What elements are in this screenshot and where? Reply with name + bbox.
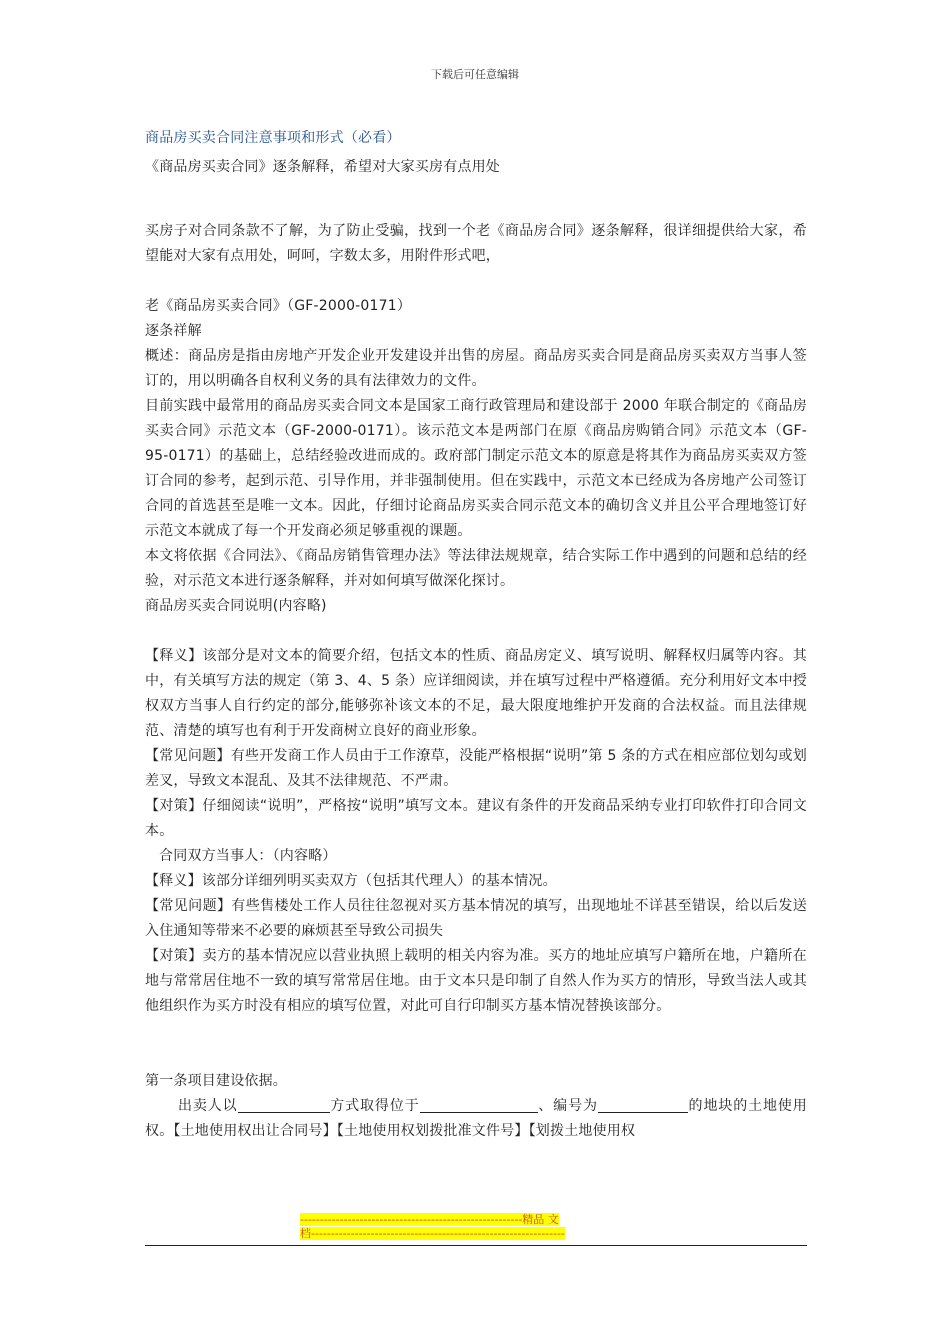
spacer [145, 619, 807, 644]
blank-field-number[interactable] [598, 1095, 688, 1113]
article1-text-part1: 出卖人以 [178, 1098, 238, 1114]
spacer [145, 194, 807, 219]
contract-title: 老《商品房买卖合同》（GF-2000-0171） [145, 298, 412, 314]
section1-meaning: 【释义】该部分是对文本的简要介绍，包括文本的性质、商品房定义、填写说明、解释权归属等内容。其中，有关填写方法的规定（第 3、4、5 条）应详细阅读，并在填写过程中严格遵循。充分利用好文本中授权双方当事人自行约定的部分,能够弥补该文本的不足，最大限度地维护开发商的合法权益。而且法律规范、清楚的填写也有利于开发商树立良好的商业形象。 [145, 648, 807, 739]
page-header: 下载后可任意编辑 [431, 68, 519, 81]
blank-field-location[interactable] [420, 1095, 538, 1113]
explanation-heading: 商品房买卖合同说明(内容略) [145, 598, 327, 614]
intro-paragraph: 买房子对合同条款不了解，为了防止受骗，找到一个老《商品房合同》逐条解释，很详细提供给大家，希望能对大家有点用处，呵呵，字数太多，用附件形式吧， [145, 223, 807, 264]
footer-divider [145, 1245, 807, 1246]
article1-text-part2: 方式取得位于 [329, 1098, 420, 1114]
section2-meaning: 【释义】该部分详细列明买卖双方（包括其代理人）的基本情况。 [145, 873, 557, 889]
section2-issue: 【常见问题】有些售楼处工作人员往往忽视对买方基本情况的填写，出现地址不详甚至错误，给以后发送入住通知等带来不必要的麻烦甚至导致公司损失 [145, 898, 807, 939]
article1-paragraph [145, 1094, 807, 1144]
basis-paragraph: 本文将依据《合同法》、《商品房销售管理办法》等法律法规规章，结合实际工作中遇到的问题和总结的经验，对示范文本进行逐条解释，并对如何填写做深化探讨。 [145, 548, 807, 589]
parties-heading: 合同双方当事人：（内容略） [159, 848, 337, 864]
spacer [145, 269, 807, 294]
section1-issue: 【常见问题】有些开发商工作人员由于工作潦草，没能严格根据“说明”第 5 条的方式在相应部位划勾或划差叉，导致文本混乱、及其不法律规范、不严肃。 [145, 748, 807, 789]
practice-paragraph: 目前实践中最常用的商品房买卖合同文本是国家工商行政管理局和建设部于 2000 年联合制定的《商品房买卖合同》示范文本（GF-2000-0171）。该示范文本是两部门在原《商品房购销合同》示范文本（GF-95-0171）的基础上，总结经验改进而成的。政府部门制定示范文本的原意是将其作为商品房买卖双方签订合同的参考，起到示范、引导作用，并非强制使用。但在实践中，示范文本已经成为各房地产公司签订合同的首选甚至是唯一文本。因此，仔细讨论商品房买卖合同示范文本的确切含义并且公平合理地签订好示范文本就成了每一个开发商必须足够重视的课题。 [145, 398, 807, 539]
blank-field-method[interactable] [238, 1095, 330, 1113]
spacer [145, 1019, 807, 1069]
document-body [145, 126, 807, 1144]
section1-measure: 【对策】仔细阅读“说明”，严格按“说明”填写文本。建议有条件的开发商品采纳专业打印软件打印合同文本。 [145, 798, 807, 839]
article1-text-part3: 、编号为 [537, 1098, 598, 1114]
footer-note-line1: --------------------------------------------------------精品 文 [300, 1213, 559, 1226]
article1-text-part4: 的地块的土地使用权。【土地使用权出让合同号】【土地使用权划拨批准文件号】【划拨土地使用权 [145, 1098, 807, 1139]
detail-label: 逐条祥解 [145, 323, 202, 339]
footer-note-line2: 档---------------------------------------------------------------- [300, 1227, 566, 1240]
document-title: 商品房买卖合同注意事项和形式（必看） [145, 130, 401, 146]
overview-paragraph: 概述：商品房是指由房地产开发企业开发建设并出售的房屋。商品房买卖合同是商品房买卖双方当事人签订的，用以明确各自权利义务的具有法律效力的文件。 [145, 348, 807, 389]
article1-heading: 第一条项目建设依据。 [145, 1073, 287, 1089]
section2-measure: 【对策】卖方的基本情况应以营业执照上载明的相关内容为准。买方的地址应填写户籍所在地，户籍所在地与常常居住地不一致的填写常常居住地。由于文本只是印制了自然人作为买方的情形，导致当法人或其他组织作为买方时没有相应的填写位置，对此可自行印制买方基本情况替换该部分。 [145, 948, 807, 1014]
footer-note [300, 1213, 650, 1241]
document-subtitle: 《商品房买卖合同》逐条解释，希望对大家买房有点用处 [145, 159, 500, 175]
